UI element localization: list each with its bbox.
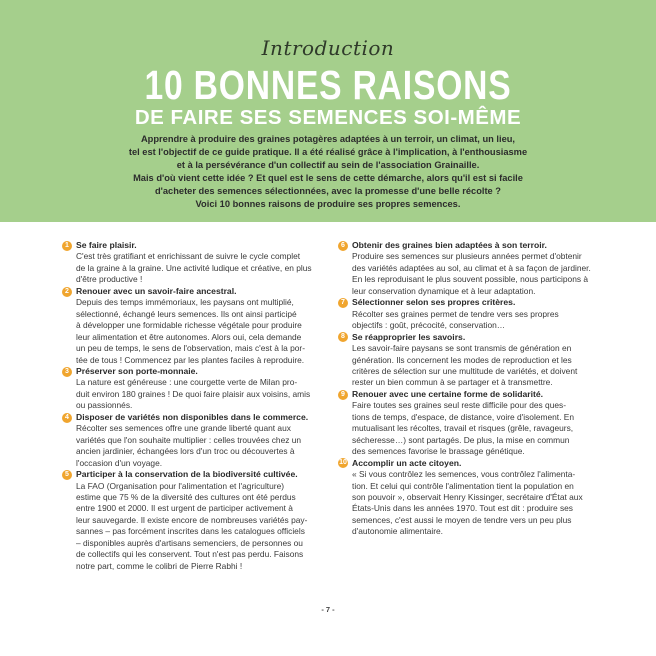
reason-item xyxy=(338,332,603,389)
reason-item xyxy=(338,240,603,297)
reason-title: Renouer avec une certaine forme de solidarité. xyxy=(352,388,544,399)
number-badge: 6 xyxy=(338,241,348,251)
reason-title: Disposer de variétés non disponibles dans le commerce. xyxy=(76,411,309,422)
reason-body: Depuis des temps immémoriaux, les paysans ont multiplié, sélectionné, échangé leurs semences. Ils ont ainsi participé à développer une formidable richesse végétale pour produire leur alimentation et être autonomes. Alors oui, cela demande un peu de temps, le sens de l'observation, mais c'est à la por- tée de tous ! Commencez par les plantes faciles à reproduire. xyxy=(76,297,305,365)
right-column xyxy=(338,240,603,538)
number-badge: 10 xyxy=(339,459,347,467)
reason-title: Se faire plaisir. xyxy=(76,240,137,250)
number-badge: 5 xyxy=(62,470,72,480)
page-title: 10 BONNES RAISONS xyxy=(144,62,512,108)
number-badge: 9 xyxy=(338,390,348,400)
intro-line: Apprendre à produire des graines potagères adaptées à un terroir, un climat, un lieu, xyxy=(140,134,516,144)
intro-label: Introduction xyxy=(261,36,395,60)
intro-line: Voici 10 bonnes raisons de produire ses propres semences. xyxy=(195,199,461,209)
number-badge: 8 xyxy=(338,332,348,342)
reason-item xyxy=(62,286,322,366)
intro-line: tel est l'objectif de ce guide pratique. Il a été réalisé grâce à l'implication, à l'enthousiasme xyxy=(128,147,528,157)
page-subtitle: DE FAIRE SES SEMENCES SOI-MÊME xyxy=(134,106,522,129)
reason-item xyxy=(62,469,322,572)
left-column xyxy=(62,240,322,572)
number-badge: 7 xyxy=(338,298,348,308)
reason-body: Récolter ses semences offre une grande liberté quant aux variétés que l'on souhaite multiplier : celles trouvées chez un ancien jardinier, échangées lors d'un troc ou découvertes à l'occasion d'un voyage. xyxy=(76,423,302,468)
reason-body: « Si vous contrôlez les semences, vous contrôlez l'alimenta- tion. Et celui qui contrôle l'alimentation tient la population en son pouvoir », observait Henry Kissinger, secrétaire d'État aux États-Unis dans les années 1970. Tout est dit : produire ses semences, c'est aussi le moyen de tendre vers un peu plus d'autonomie alimentaire. xyxy=(352,469,583,537)
header-banner xyxy=(0,0,656,222)
reason-body: Produire ses semences sur plusieurs années permet d'obtenir des variétés adaptées au sol, au climat et à sa façon de jardiner. En les reproduisant le plus souvent possible, nous participons à leur conservation dynamique et à leur adaptation. xyxy=(352,251,591,296)
reason-title: Préserver son porte-monnaie. xyxy=(76,365,198,376)
intro-line: Mais d'où vient cette idée ? Et quel est le sens de cette démarche, alors qu'il est si facile xyxy=(133,173,523,183)
reason-item xyxy=(338,297,603,331)
number-badge: 1 xyxy=(62,241,72,251)
reason-item xyxy=(338,458,603,538)
reason-item xyxy=(62,412,322,469)
intro-line: et à la persévérance d'un collectif au sein de l'association Grainaille. xyxy=(176,160,480,170)
number-badge: 3 xyxy=(62,367,72,377)
intro-line: d'acheter des semences sélectionnées, avec la promesse d'une belle récolte ? xyxy=(155,186,501,196)
reason-title: Renouer avec un savoir-faire ancestral. xyxy=(76,285,237,296)
reason-title: Obtenir des graines bien adaptées à son terroir. xyxy=(352,240,547,250)
reason-item xyxy=(62,366,322,412)
number-badge: 4 xyxy=(62,413,72,423)
reason-item xyxy=(62,240,322,286)
reason-item xyxy=(338,389,603,458)
reason-body: C'est très gratifiant et enrichissant de suivre le cycle complet de la graine à la graine. Une activité ludique et créative, en plus d'être productive ! xyxy=(76,251,312,285)
reason-body: Récolter ses graines permet de tendre vers ses propres objectifs : goût, précocité, conservation… xyxy=(352,308,559,331)
reason-title: Se réapproprier les savoirs. xyxy=(352,331,466,342)
intro-paragraph xyxy=(100,133,556,211)
reason-body: Faire toutes ses graines seul reste difficile pour des ques- tions de temps, d'espace, de distance, voire d'isolement. En mutualisant les récoltes, travail et risques (grêle, ravageurs, sécheresse…) sont partagés. De plus, la mise en commun des semences favorise le brassage génétique. xyxy=(352,400,575,457)
reason-body: La nature est généreuse : une courgette verte de Milan pro- duit environ 180 graines ! De quoi faire plaisir aux voisins, amis ou passionnés. xyxy=(76,377,311,411)
reason-title: Participer à la conservation de la biodiversité cultivée. xyxy=(76,469,298,480)
number-badge: 2 xyxy=(62,287,72,297)
reason-body: Les savoir-faire paysans se sont transmis de génération en génération. Ils concernent les modes de reproduction et les critères de sélection sur une multitude de variétés, et doivent rester un bien commun à se partager et à transmettre. xyxy=(352,343,578,388)
page-number: - 7 - xyxy=(321,605,335,614)
reason-title: Sélectionner selon ses propres critères. xyxy=(352,297,516,308)
reason-title: Accomplir un acte citoyen. xyxy=(352,457,462,468)
reason-body: La FAO (Organisation pour l'alimentation et l'agriculture) estime que 75 % de la diversité des cultures ont été perdus entre 1900 et 2000. Il est urgent de participer activement à leur sauvegarde. Il existe encore de nombreuses variétés pay- sannes – pas forcément inscrites dans les catalogues officiels – disponibles auprès d'artisans semenciers, de personnes ou de collectifs qui les conservent. Tout n'est pas perdu. Faisons notre part, comme le colibri de Pierre Rabhi ! xyxy=(76,480,308,571)
